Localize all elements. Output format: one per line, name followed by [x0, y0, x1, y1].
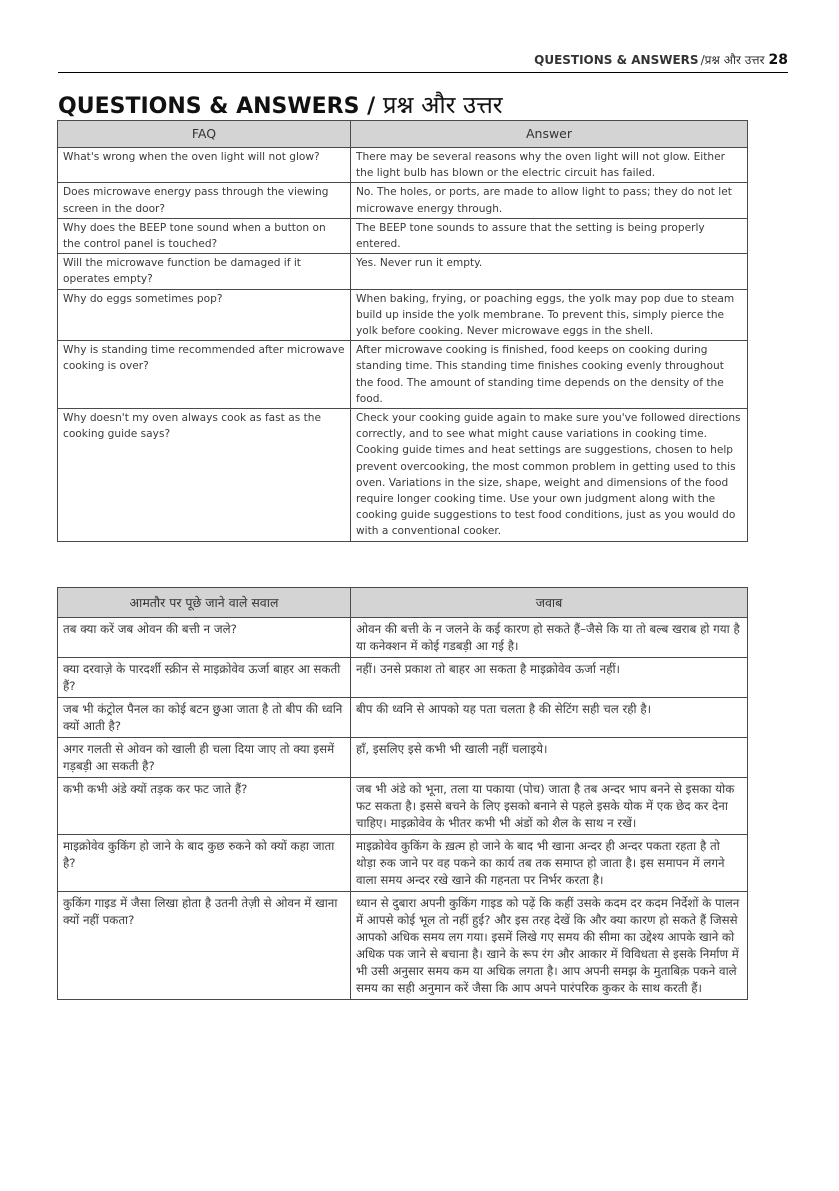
faq-question: जब भी कंट्रोल पैनल का कोई बटन छुआ जाता है तो बीप की ध्वनि क्यों आती है?	[58, 698, 351, 738]
faq-answer: The BEEP tone sounds to assure that the setting is being properly entered.	[351, 218, 748, 253]
faq-answer: Check your cooking guide again to make sure you've followed directions correctly, and to see what might cause variations in cooking time. Cooking guide times and heat settings are suggestions, chosen to help prevent overcooking, the most common problem in getting used to this oven. Variations in the size, shape, weight and dimensions of the food require longer cooking time. Use your own judgment along with the cooking guide suggestions to test food conditions, just as you would do with a conventional cooker.	[351, 409, 748, 542]
faq-answer: जब भी अंडे को भूना, तला या पकाया (पोच) जाता है तब अन्दर भाप बनने से इसका योक फट सकता है। इससे बचने के लिए इसको बनाने से पहले इसके योक में एक छेद कर देना चाहिए। माइक्रोवेव के भीतर कभी भी अंडों को शैल के साथ न रखें।	[351, 778, 748, 835]
page-number: 28	[768, 52, 788, 68]
faq-answer: बीप की ध्वनि से आपको यह पता चलता है की सेटिंग सही चल रही है।	[351, 698, 748, 738]
faq-question: क्या दरवाज़े के पारदर्शी स्क्रीन से माइक्रोवेव ऊर्जा बाहर आ सकती हैं?	[58, 658, 351, 698]
faq-answer: Yes. Never run it empty.	[351, 254, 748, 289]
faq-row	[58, 835, 748, 892]
running-header	[58, 50, 788, 73]
faq-question: अगर गलती से ओवन को खाली ही चला दिया जाए तो क्या इसमें गड़बड़ी आ सकती है?	[58, 738, 351, 778]
faq-question: Why do eggs sometimes pop?	[58, 289, 351, 341]
running-header-section: QUESTIONS & ANSWERS	[534, 53, 699, 67]
faq-question: Why doesn't my oven always cook as fast as the cooking guide says?	[58, 409, 351, 542]
page-title-hindi: प्रश्न और उत्तर	[382, 91, 503, 119]
faq-question: Why does the BEEP tone sound when a button on the control panel is touched?	[58, 218, 351, 253]
faq-answer: नहीं। उनसे प्रकाश तो बाहर आ सकता है माइक्रोवेव ऊर्जा नहीं।	[351, 658, 748, 698]
faq-column-header: FAQ	[58, 121, 351, 148]
faq-table-header-row	[58, 588, 748, 618]
answer-column-header: Answer	[351, 121, 748, 148]
faq-answer: There may be several reasons why the oven light will not glow. Either the light bulb has blown or the electric circuit has failed.	[351, 148, 748, 183]
faq-row	[58, 183, 748, 218]
page-title	[58, 88, 503, 121]
faq-answer: When baking, frying, or poaching eggs, the yolk may pop due to steam build up inside the yolk membrane. To prevent this, simply pierce the yolk before cooking. Never microwave eggs in the shell.	[351, 289, 748, 341]
faq-table-english	[57, 120, 748, 542]
faq-question: कभी कभी अंडे क्यों तड़क कर फट जाते हैं?	[58, 778, 351, 835]
faq-question: माइक्रोवेव कुकिंग हो जाने के बाद कुछ रुकने को क्यों कहा जाता है?	[58, 835, 351, 892]
faq-row	[58, 892, 748, 1000]
faq-table-hindi	[57, 587, 748, 1000]
faq-row	[58, 148, 748, 183]
faq-row	[58, 289, 748, 341]
faq-question: Will the microwave function be damaged if it operates empty?	[58, 254, 351, 289]
faq-question: तब क्या करें जब ओवन की बत्ती न जले?	[58, 618, 351, 658]
faq-question: Why is standing time recommended after microwave cooking is over?	[58, 341, 351, 409]
faq-answer: ध्यान से दुबारा अपनी कुकिंग गाइड को पढ़ें कि कहीं उसके कदम दर कदम निर्देशों के पालन में आपसे कोई भूल तो नहीं हुई? और इस तरह देखें कि और क्या कारण हो सकते हैं जिससे आपको अधिक समय लग गया। इसमें लिखे गए समय की सीमा का उद्देश्य आपके खाने को अधिक पक जाने से बचाना है। खाने के रूप रंग और आकार में विविधता से इसके निर्माण में भी उसी अनुसार समय कम या अधिक लगता है। आप अपनी समझ के मुताबिक़ पकने वाले समय का सही अनुमान करें जैसा कि आप अपने पारंपरिक कुकर के साथ करती हैं।	[351, 892, 748, 1000]
faq-row	[58, 218, 748, 253]
faq-answer: माइक्रोवेव कुकिंग के ख़त्म हो जाने के बाद भी खाना अन्दर ही अन्दर पकता रहता है तो थोड़ा रुक जाने पर वह पकने का कार्य तब तक समाप्त हो जाता है। इस समापन में लगने वाला समय अन्दर रखे खाने की गहनता पर निर्भर करता है।	[351, 835, 748, 892]
faq-answer: After microwave cooking is finished, food keeps on cooking during standing time. This standing time finishes cooking evenly throughout the food. The amount of standing time depends on the density of the food.	[351, 341, 748, 409]
faq-row	[58, 738, 748, 778]
answer-column-header: जवाब	[351, 588, 748, 618]
running-header-section-hindi: /प्रश्न और उत्तर	[700, 53, 765, 67]
faq-question: Does microwave energy pass through the viewing screen in the door?	[58, 183, 351, 218]
faq-row	[58, 778, 748, 835]
faq-row	[58, 409, 748, 542]
faq-column-header: आमतौर पर पूछे जाने वाले सवाल	[58, 588, 351, 618]
faq-table-header-row	[58, 121, 748, 148]
faq-row	[58, 618, 748, 658]
faq-question: कुकिंग गाइड में जैसा लिखा होता है उतनी तेज़ी से ओवन में खाना क्यों नहीं पकता?	[58, 892, 351, 1000]
page-title-english: QUESTIONS & ANSWERS /	[58, 94, 383, 119]
faq-row	[58, 698, 748, 738]
faq-row	[58, 341, 748, 409]
faq-answer: हाँ, इसलिए इसे कभी भी खाली नहीं चलाइये।	[351, 738, 748, 778]
faq-question: What's wrong when the oven light will not glow?	[58, 148, 351, 183]
faq-row	[58, 658, 748, 698]
faq-answer: ओवन की बत्ती के न जलने के कई कारण हो सकते हैं–जैसे कि या तो बल्ब खराब हो गया है या कनेक्शन में कोई गडबड़ी आ गई है।	[351, 618, 748, 658]
faq-row	[58, 254, 748, 289]
faq-answer: No. The holes, or ports, are made to allow light to pass; they do not let microwave energy through.	[351, 183, 748, 218]
